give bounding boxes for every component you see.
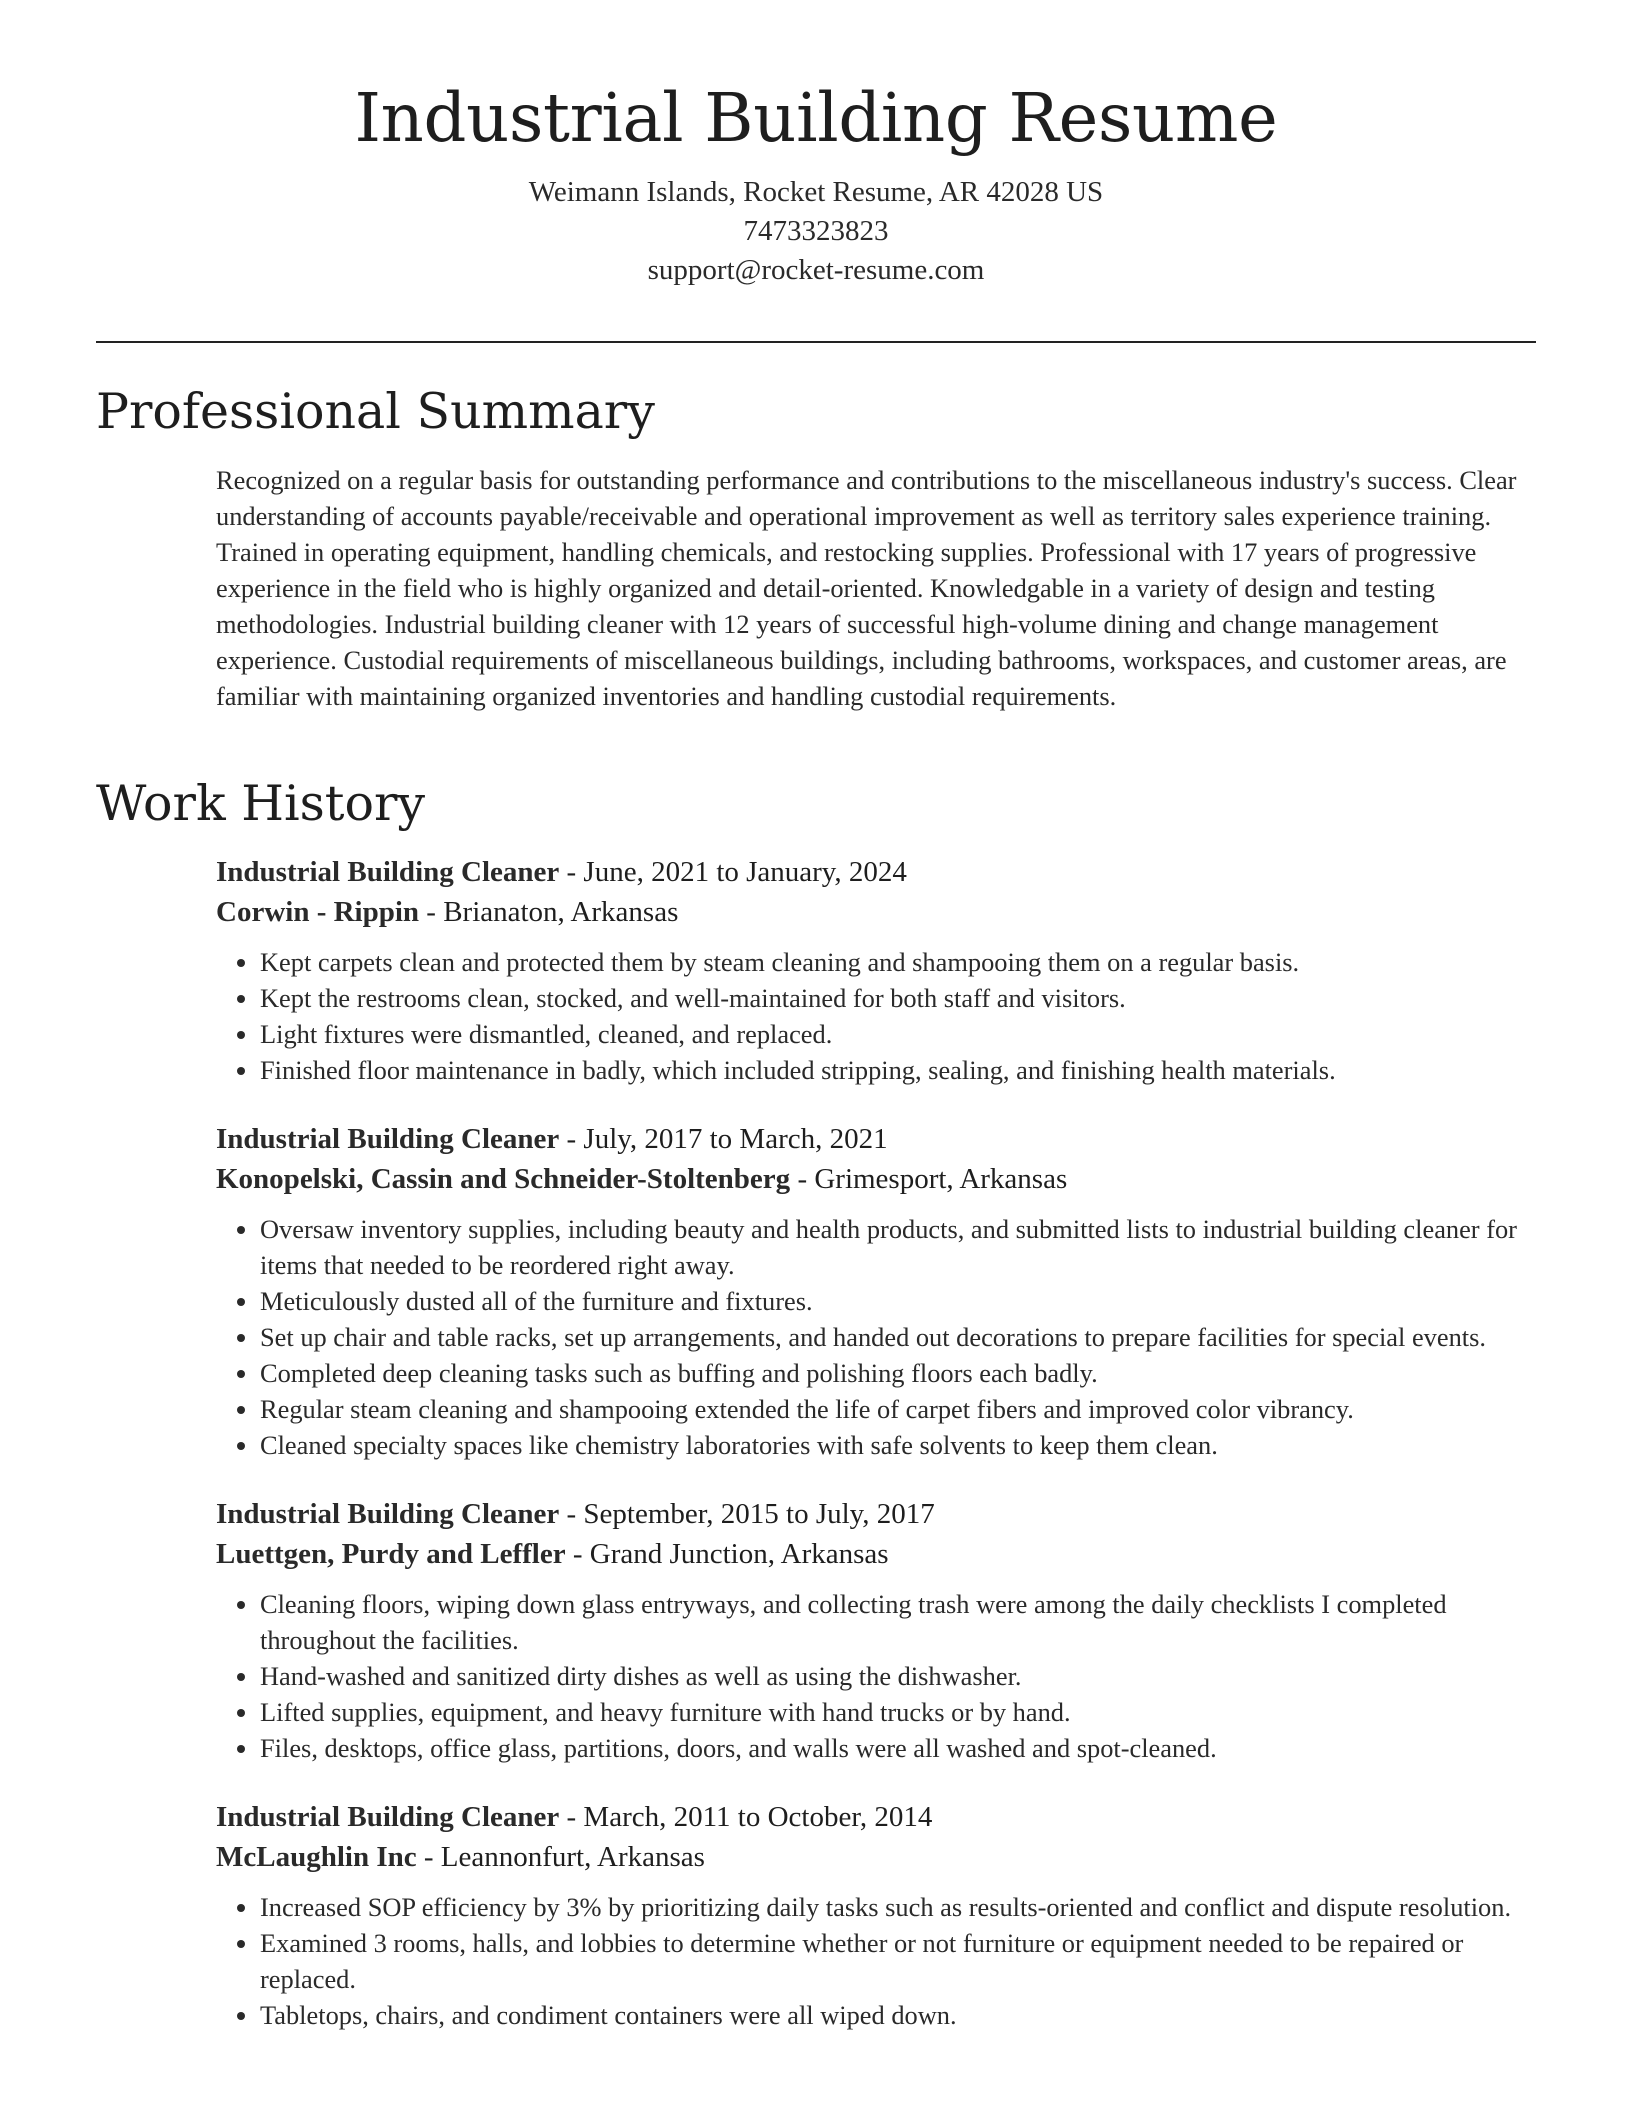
job-dates: - March, 2011 to October, 2014 [559, 1801, 933, 1833]
job-bullet: • Light fixtures were dismantled, cleaned, and replaced. [260, 1016, 1546, 1052]
job-company-line [216, 892, 1546, 932]
job-company-line [216, 1159, 1546, 1199]
contact-email: support@rocket-resume.com [647, 254, 985, 287]
job-bullet: • Examined 3 rooms, halls, and lobbies to determine whether or not furniture or equipment needed to be repaired or replaced. [260, 1925, 1546, 1997]
header-divider [96, 341, 1536, 343]
resume-header [0, 0, 1632, 290]
contact-phone: 7473323823 [743, 215, 889, 248]
contact-address: Weimann Islands, Rocket Resume, AR 42028 US [528, 176, 1104, 209]
summary-text: Recognized on a regular basis for outstanding performance and contributions to the miscellaneous industry's success. Clear understanding of accounts payable/receivable and operational improvement as well as territory sales experience training. Trained in operating equipment, handling chemicals, and restocking supplies. Professional with 17 years of progressive experience in the field who is highly organized and detail-oriented. Knowledgable in a variety of design and testing methodologies. Industrial building cleaner with 12 years of successful high-volume dining and change management experience. Custodial requirements of miscellaneous buildings, including bathrooms, workspaces, and customer areas, are familiar with maintaining organized inventories and handling custodial requirements. [216, 465, 1517, 711]
job-bullet: • Regular steam cleaning and shampooing extended the life of carpet fibers and improved color vibrancy. [260, 1391, 1546, 1427]
job-bullet: • Meticulously dusted all of the furniture and fixtures. [260, 1283, 1546, 1319]
job-title: Industrial Building Cleaner [216, 1123, 560, 1155]
job-dates: - September, 2015 to July, 2017 [559, 1498, 935, 1530]
job-title: Industrial Building Cleaner [216, 1801, 560, 1833]
job-bullets [216, 1889, 1546, 2033]
job-location: - Grimesport, Arkansas [790, 1163, 1068, 1195]
job-location: - Grand Junction, Arkansas [565, 1538, 889, 1570]
job-title: Industrial Building Cleaner [216, 856, 560, 888]
job-bullet: • Tabletops, chairs, and condiment containers were all wiped down. [260, 1997, 1546, 2033]
job-dates: - July, 2017 to March, 2021 [559, 1123, 888, 1155]
work-history-heading: Work History [96, 775, 426, 832]
job-bullet: • Cleaning floors, wiping down glass entryways, and collecting trash were among the daily checklists I completed throughout the facilities. [260, 1586, 1546, 1658]
job-title: Industrial Building Cleaner [216, 1498, 560, 1530]
job-company-line [216, 1837, 1546, 1877]
job-dates: - June, 2021 to January, 2024 [559, 856, 907, 888]
job-title-line [216, 1119, 1546, 1159]
job-bullet: • Kept carpets clean and protected them by steam cleaning and shampooing them on a regular basis. [260, 944, 1546, 980]
job-bullet: • Cleaned specialty spaces like chemistry laboratories with safe solvents to keep them clean. [260, 1427, 1546, 1463]
job-company: Corwin - Rippin [216, 896, 420, 928]
job-entry [216, 1797, 1546, 2033]
work-history-list [216, 852, 1546, 2064]
summary-heading: Professional Summary [96, 383, 655, 440]
job-title-line [216, 852, 1546, 892]
job-bullet: • Files, desktops, office glass, partitions, doors, and walls were all washed and spot-cleaned. [260, 1730, 1546, 1766]
job-bullet: • Completed deep cleaning tasks such as buffing and polishing floors each badly. [260, 1355, 1546, 1391]
job-bullet: • Set up chair and table racks, set up arrangements, and handed out decorations to prepare facilities for special events. [260, 1319, 1546, 1355]
job-title-line [216, 1494, 1546, 1534]
job-bullet: • Lifted supplies, equipment, and heavy furniture with hand trucks or by hand. [260, 1694, 1546, 1730]
job-bullet: • Increased SOP efficiency by 3% by prioritizing daily tasks such as results-oriented and conflict and dispute resolution. [260, 1889, 1546, 1925]
job-location: - Leannonfurt, Arkansas [416, 1841, 705, 1873]
job-title-line [216, 1797, 1546, 1837]
job-bullets [216, 944, 1546, 1088]
job-entry [216, 1119, 1546, 1463]
job-bullets [216, 1586, 1546, 1766]
job-company: Konopelski, Cassin and Schneider-Stoltenberg [216, 1163, 791, 1195]
job-location: - Brianaton, Arkansas [419, 896, 679, 928]
resume-title: Industrial Building Resume [354, 79, 1278, 157]
job-bullet: • Kept the restrooms clean, stocked, and well-maintained for both staff and visitors. [260, 980, 1546, 1016]
job-company: Luettgen, Purdy and Leffler [216, 1538, 566, 1570]
job-company: McLaughlin Inc [216, 1841, 417, 1873]
job-entry [216, 1494, 1546, 1766]
job-entry [216, 852, 1546, 1088]
job-bullet: • Finished floor maintenance in badly, which included stripping, sealing, and finishing health materials. [260, 1052, 1546, 1088]
job-bullet: • Oversaw inventory supplies, including beauty and health products, and submitted lists to industrial building cleaner for items that needed to be reordered right away. [260, 1211, 1546, 1283]
job-bullets [216, 1211, 1546, 1463]
job-bullet: • Hand-washed and sanitized dirty dishes as well as using the dishwasher. [260, 1658, 1546, 1694]
job-company-line [216, 1534, 1546, 1574]
